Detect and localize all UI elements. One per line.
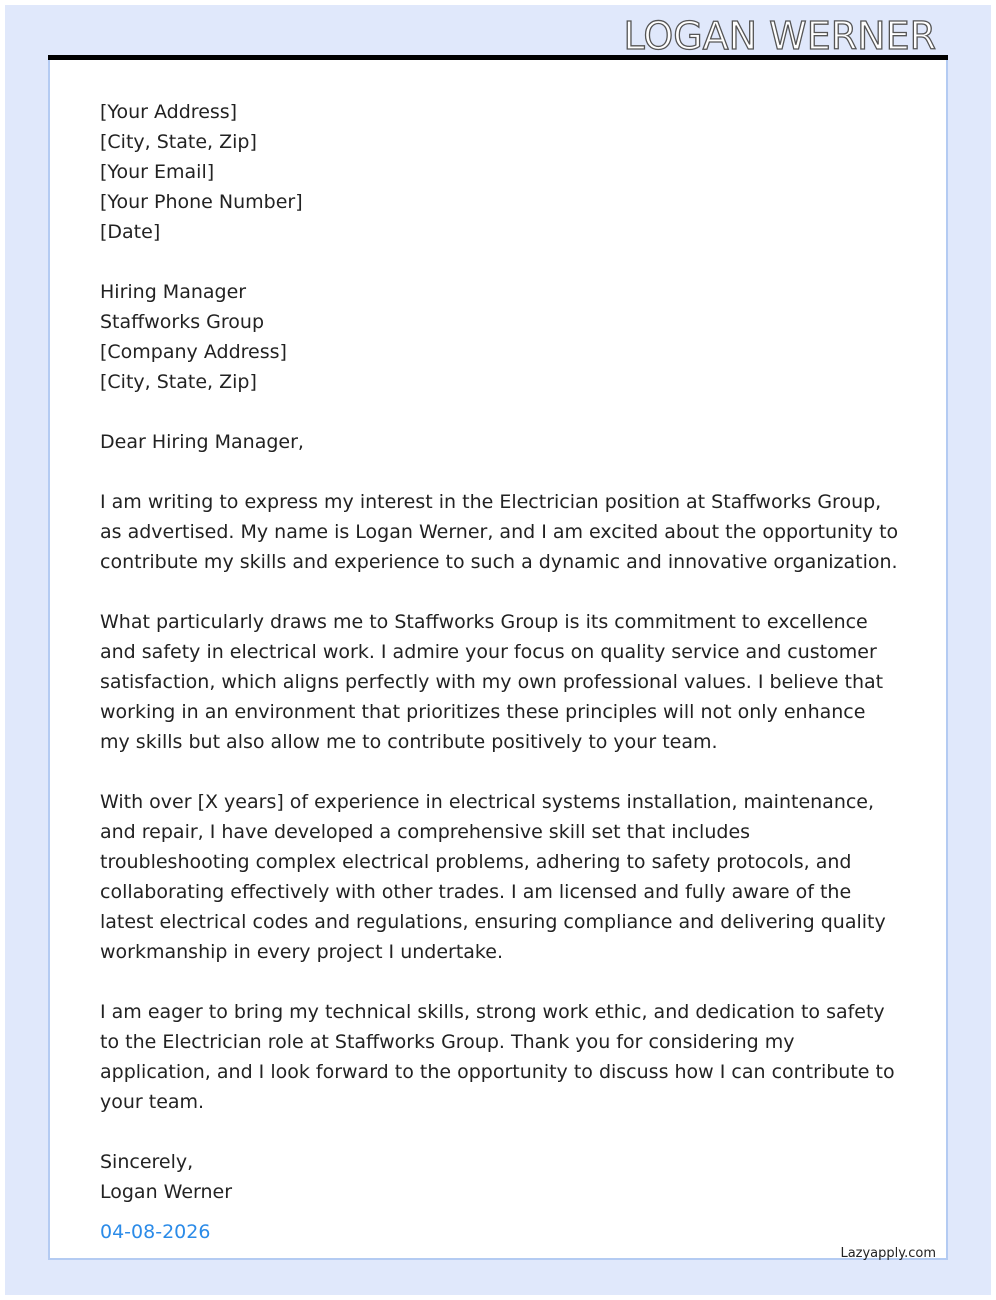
signature: Logan Werner	[100, 1181, 233, 1203]
applicant-name: LOGAN WERNER	[623, 14, 936, 58]
sender-block	[100, 97, 900, 247]
salutation: Dear Hiring Manager,	[100, 431, 304, 453]
recipient-title: Hiring Manager	[100, 281, 247, 303]
sender-address: [Your Address]	[100, 101, 238, 123]
closing: Sincerely,	[100, 1151, 194, 1173]
recipient-company: Staffworks Group	[100, 311, 265, 333]
paragraph: I am writing to express my interest in the Electrician position at Staffworks Group, as advertised. My name is Logan Werner, and I am excited about the opportunity to contribute my skills and experience to such a dynamic and innovative organization.	[100, 491, 899, 573]
recipient-block	[100, 277, 900, 397]
signoff-block	[100, 1147, 900, 1207]
sender-city: [City, State, Zip]	[100, 131, 257, 153]
recipient-address: [Company Address]	[100, 341, 287, 363]
paragraph: I am eager to bring my technical skills, strong work ethic, and dedication to safety to the Electrician role at Staffworks Group. Thank you for considering my application, and I look forward to the opportunity to discuss how I can contribute to your team.	[100, 1001, 895, 1113]
letter-date: 04-08-2026	[100, 1221, 211, 1243]
paragraph: What particularly draws me to Staffworks Group is its commitment to excellence and safety in electrical work. I admire your focus on quality service and customer satisfaction, which aligns perfectly with my own professional values. I believe that working in an environment that prioritizes these principles will not only enhance my skills but also allow me to contribute positively to your team.	[100, 611, 884, 753]
sender-email: [Your Email]	[100, 161, 215, 183]
sender-phone: [Your Phone Number]	[100, 191, 303, 213]
letter-body	[100, 97, 900, 1247]
footer-watermark: Lazyapply.com	[840, 1246, 936, 1261]
sender-date: [Date]	[100, 221, 161, 243]
paragraph: With over [X years] of experience in electrical systems installation, maintenance, and repair, I have developed a comprehensive skill set that includes troubleshooting complex electrical problems, adhering to safety protocols, and collaborating effectively with other trades. I am licensed and fully aware of the latest electrical codes and regulations, ensuring compliance and delivering quality workmanship in every project I undertake.	[100, 791, 886, 963]
recipient-city: [City, State, Zip]	[100, 371, 257, 393]
